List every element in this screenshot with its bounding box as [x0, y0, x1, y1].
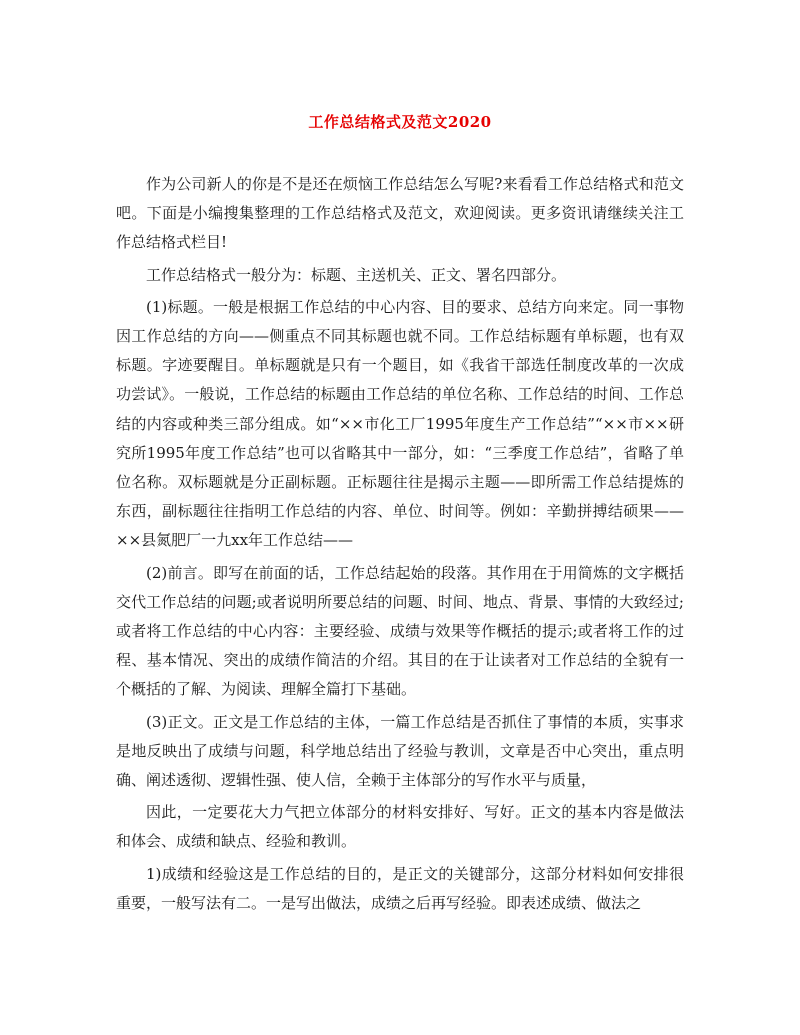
document-title: 工作总结格式及范文2020 [308, 113, 492, 131]
paragraph-body-section: (3)正文。正文是工作总结的主体，一篇工作总结是否抓住了事情的本质，实事求是地反映出了成绩与问题，科学地总结出了经验与教训，文章是否中心突出，重点明确、阐述透彻、逻辑性强、使人信，全赖于主体部分的写作水平与质量， [116, 712, 684, 790]
document-body [116, 170, 684, 921]
paragraph-achievements: 1)成绩和经验这是工作总结的目的，是正文的关键部分，这部分材料如何安排很重要，一般写法有二。一是写出做法，成绩之后再写经验。即表述成绩、做法之 [116, 864, 684, 912]
paragraph-title-section: (1)标题。一般是根据工作总结的中心内容、目的要求、总结方向来定。同一事物因工作总结的方向——侧重点不同其标题也就不同。工作总结标题有单标题，也有双标题。字迹要醒目。单标题就是只有一个题目，如《我省干部选任制度改革的一次成功尝试》。一般说，工作总结的标题由工作总结的单位名称、工作总结的时间、工作总结的内容或种类三部分组成。如“××市化工厂1995年度生产工作总结”“××市××研究所1995年度工作总结”也可以省略其中一部分，如：“三季度工作总结”，省略了单位名称。双标题就是分正副标题。正标题往往是揭示主题——即所需工作总结提炼的东西，副标题往往指明工作总结的内容、单位、时间等。例如：辛勤拼搏结硕果——××县氮肥厂一九xx年工作总结—— [116, 297, 684, 550]
paragraph-intro: 作为公司新人的你是不是还在烦恼工作总结怎么写呢?来看看工作总结格式和范文吧。下面是小编搜集整理的工作总结格式及范文，欢迎阅读。更多资讯请继续关注工作总结格式栏目! [116, 175, 684, 252]
paragraph-format-overview: 工作总结格式一般分为：标题、主送机关、正文、署名四部分。 [146, 265, 567, 284]
paragraph-body-continued: 因此，一定要花大力气把立体部分的材料安排好、写好。正文的基本内容是做法和体会、成绩和缺点、经验和教训。 [116, 803, 684, 851]
paragraph-preface-section: (2)前言。即写在前面的话，工作总结起始的段落。其作用在于用简炼的文字概括交代工作总结的问题;或者说明所要总结的问题、时间、地点、背景、事情的大致经过;或者将工作总结的中心内容：主要经验、成绩与效果等作概括的提示;或者将工作的过程、基本情况、突出的成绩作简洁的介绍。其目的在于让读者对工作总结的全貌有一个概括的了解、为阅读、理解全篇打下基础。 [116, 563, 684, 699]
